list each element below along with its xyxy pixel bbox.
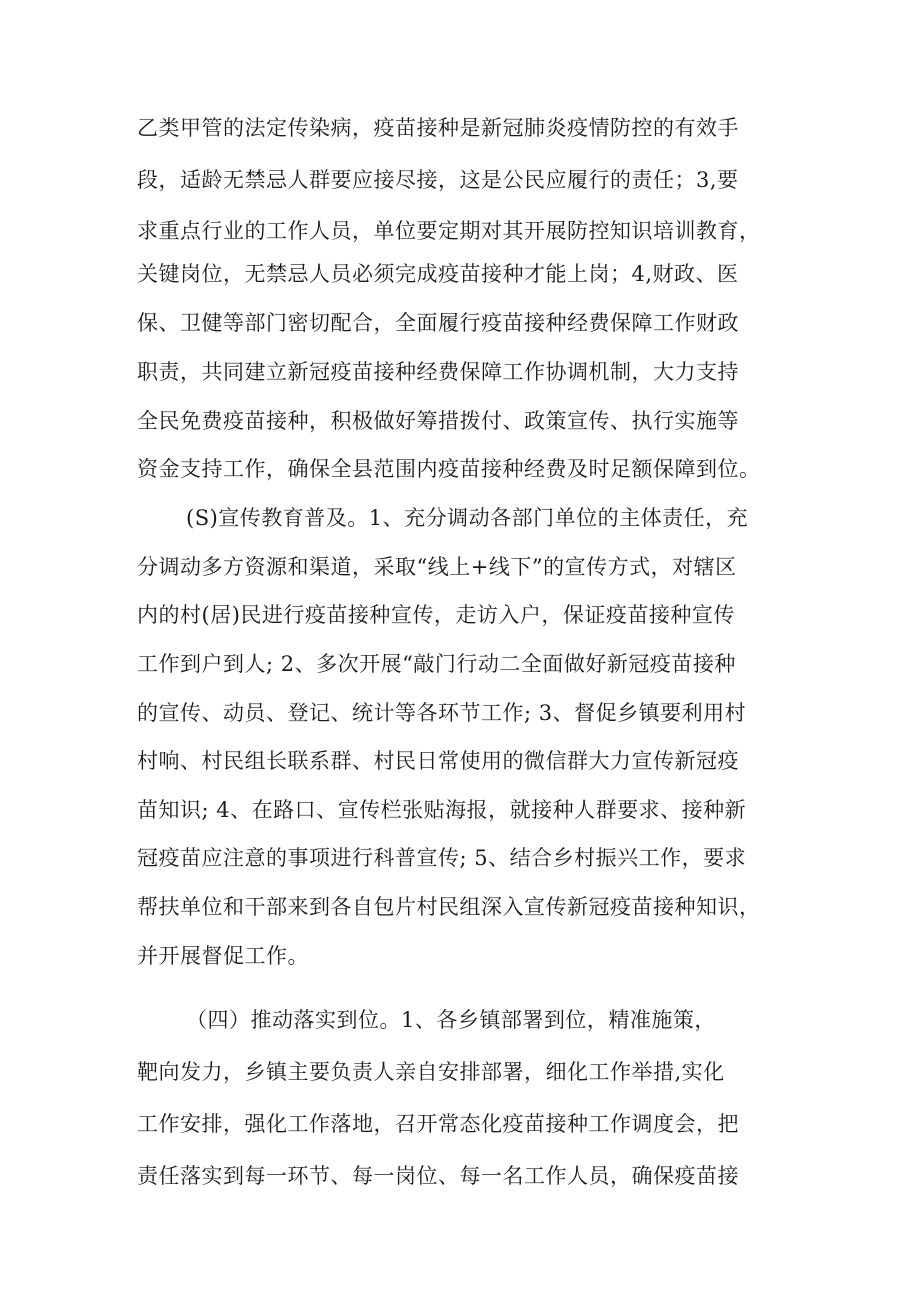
text-line: 冠疫苗应注意的事项进行科普宣传; 5、结合乡村振兴工作，要求 [137, 846, 747, 870]
text-line: 全民免费疫苗接种，积极做好筹措拨付、政策宣传、执行实施等 [137, 409, 739, 433]
text-line: 的宣传、动员、登记、统计等各环节工作; 3、督促乡镇要利用村 [137, 701, 747, 725]
text-line: 关键岗位，无禁忌人员必须完成疫苗接种才能上岗；4,财政、医 [137, 262, 739, 286]
text-line: 乙类甲管的法定传染病，疫苗接种是新冠肺炎疫情防控的有效手 [137, 116, 739, 140]
text-line: 内的村(居)民进行疫苗接种宣传，走访入户，保证疫苗接种宣传 [137, 603, 735, 627]
text-line: 段，适龄无禁忌人群要应接尽接，这是公民应履行的责任；3,要 [137, 168, 739, 192]
text-line: 靶向发力，乡镇主要负责人亲自安排部署，细化工作举措,实化 [137, 1060, 725, 1084]
text-line: 并开展督促工作。 [137, 944, 309, 968]
text-line: 村响、村民组长联系群、村民日常使用的微信群大力宣传新冠疫 [137, 749, 739, 773]
paragraph-start-line: (S)宣传教育普及。1、充分调动各部门单位的主体责任，充 [186, 506, 749, 530]
text-line: 求重点行业的工作人员，单位要定期对其开展防控知识培训教育， [137, 219, 761, 243]
text-line: 资金支持工作，确保全县范围内疫苗接种经费及时足额保障到位。 [137, 457, 761, 481]
text-line: 保、卫健等部门密切配合，全面履行疫苗接种经费保障工作财政 [137, 311, 739, 335]
text-line: 职责，共同建立新冠疫苗接种经费保障工作协调机制，大力支持 [137, 360, 739, 384]
text-line: 苗知识; 4、在路口、宣传栏张贴海报，就接种人群要求、接种新 [137, 798, 747, 822]
text-line: 工作安排，强化工作落地，召开常态化疫苗接种工作调度会，把 [137, 1112, 739, 1136]
text-line: 帮扶单位和干部来到各自包片村民组深入宣传新冠疫苗接种知识， [137, 895, 761, 919]
text-line: 责任落实到每一环节、每一岗位、每一名工作人员，确保疫苗接 [137, 1164, 739, 1188]
paragraph-start-line: （四）推动落实到位。1、各乡镇部署到位，精准施策， [186, 1008, 716, 1032]
text-line: 工作到户到人; 2、多次开展“敲门行动二全面做好新冠疫苗接种 [137, 652, 736, 676]
text-line: 分调动多方资源和渠道，采取“线上+线下”的宣传方式，对辖区 [137, 555, 737, 579]
